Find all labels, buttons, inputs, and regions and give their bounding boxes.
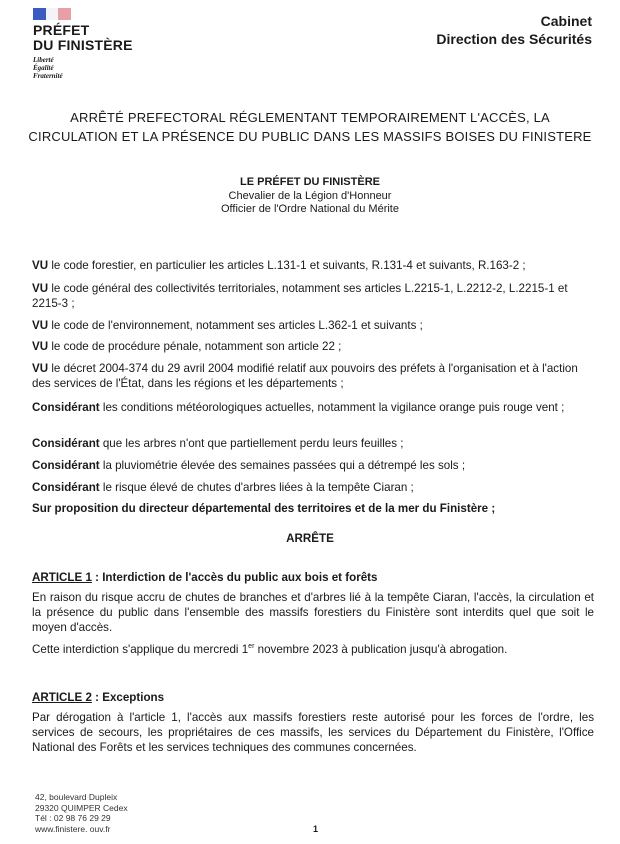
considerant-item — [32, 480, 594, 495]
vu-item — [32, 258, 594, 273]
article-1-heading — [32, 570, 594, 585]
article-2-heading — [32, 690, 594, 705]
considerant-text: la pluviométrie élevée des semaines passées qui a détrempé les sols ; — [99, 459, 466, 472]
document-title — [20, 108, 600, 146]
motto-liberte: Liberté — [33, 56, 54, 64]
footer-city: 29320 QUIMPER Cedex — [35, 802, 128, 813]
considerant-text: les conditions météorologiques actuelles, notamment la vigilance orange puis rouge vent ; — [99, 401, 565, 414]
marianne-flag-icon — [33, 8, 71, 20]
motto-egalite: Égalité — [33, 64, 54, 72]
article-1-title: : Interdiction de l'accès du public aux bois et forêts — [91, 571, 378, 584]
proposition: Sur proposition du directeur départemental des territoires et de la mer du Finistère ; — [32, 502, 496, 515]
considerant-item — [32, 436, 594, 451]
vu-item — [32, 361, 594, 391]
considerant-text: le risque élevé de chutes d'arbres liées à la tempête Ciaran ; — [99, 481, 414, 494]
prefet-title-2: Officier de l'Ordre National du Mérite — [221, 203, 399, 215]
footer-address: 42, boulevard Dupleix — [35, 792, 118, 802]
article-2-label: ARTICLE 2 — [32, 691, 92, 704]
considerant-key: Considérant — [32, 401, 100, 414]
footer-website: www.finistere. ouv.fr — [35, 823, 111, 834]
vu-key: VU — [32, 340, 49, 353]
considerant-item — [32, 458, 594, 473]
direction-label: Direction des Sécurités — [436, 31, 592, 47]
page-number: 1 — [313, 824, 319, 834]
article-2-title: : Exceptions — [91, 691, 165, 704]
logo-line-1: PRÉFET — [33, 22, 90, 38]
service-header — [436, 12, 592, 48]
title-line-1: ARRÊTÉ PREFECTORAL RÉGLEMENTANT TEMPORAIREMENT L'ACCÈS, LA — [70, 110, 550, 125]
vu-item — [32, 281, 594, 311]
motto — [33, 56, 143, 80]
prefet-name: LE PRÉFET DU FINISTÈRE — [240, 176, 380, 188]
considerant-key: Considérant — [32, 481, 100, 494]
article-1-p2-end: novembre 2023 à publication jusqu'à abrogation. — [254, 642, 508, 656]
vu-key: VU — [32, 362, 49, 375]
vu-text: le décret 2004-374 du 29 avril 2004 modifié relatif aux pouvoirs des préfets à l'organisation et à l'action des services de l'État, dans les régions et les départements ; — [32, 362, 578, 390]
logo-line-2: DU FINISTÈRE — [33, 37, 133, 53]
article-1-p2-sup: er — [248, 643, 255, 650]
considerant-item — [32, 400, 594, 415]
article-1-paragraph-2 — [32, 639, 594, 657]
vu-item — [32, 339, 594, 354]
vu-text: le code de procédure pénale, notamment son article 22 ; — [48, 340, 342, 353]
article-1-p2-start: Cette interdiction s'applique du mercredi 1 — [32, 642, 249, 656]
motto-fraternite: Fraternité — [33, 72, 63, 80]
considerant-key: Considérant — [32, 459, 100, 472]
title-line-2: CIRCULATION ET LA PRÉSENCE DU PUBLIC DANS LES MASSIFS BOISES DU FINISTERE — [28, 129, 592, 144]
prefet-title-1: Chevalier de la Légion d'Honneur — [228, 189, 392, 202]
address-footer — [35, 792, 128, 834]
article-2-paragraph: Par dérogation à l'article 1, l'accès aux massifs forestiers reste autorisé pour les forces de l'ordre, les services de secours, les propriétaires de ces massifs, les services du Département du Finistère, l'Office National des Forêts et les services techniques des communes concernées. — [32, 711, 594, 754]
arrete-heading: ARRÊTE — [286, 532, 334, 545]
vu-key: VU — [32, 319, 49, 332]
considerant-text: que les arbres n'ont que partiellement perdu leurs feuilles ; — [99, 437, 404, 450]
article-1-label: ARTICLE 1 — [32, 571, 92, 584]
article-1-paragraph: En raison du risque accru de chutes de branches et d'arbres lié à la tempête Ciaran, l'accès, la circulation et la présence du public dans l'ensemble des massifs forestiers du Finistère sont interdits quel que soit le moyen d'accès. — [32, 591, 594, 634]
vu-item — [32, 318, 594, 333]
considerant-key: Considérant — [32, 437, 100, 450]
footer-phone: Tél : 02 98 76 29 29 — [35, 813, 111, 823]
vu-text: le code forestier, en particulier les articles L.131-1 et suivants, R.131-4 et suivants, R.163-2 ; — [48, 259, 526, 272]
vu-key: VU — [32, 259, 49, 272]
vu-text: le code de l'environnement, notamment ses articles L.362-1 et suivants ; — [48, 319, 423, 332]
vu-key: VU — [32, 282, 49, 295]
prefet-block — [0, 176, 620, 217]
vu-text: le code général des collectivités territoriales, notamment ses articles L.2215-1, L.2212-2, L.2215-1 et 2215-3 ; — [32, 282, 568, 310]
prefecture-logo — [33, 8, 143, 80]
cabinet-label: Cabinet — [540, 13, 592, 29]
